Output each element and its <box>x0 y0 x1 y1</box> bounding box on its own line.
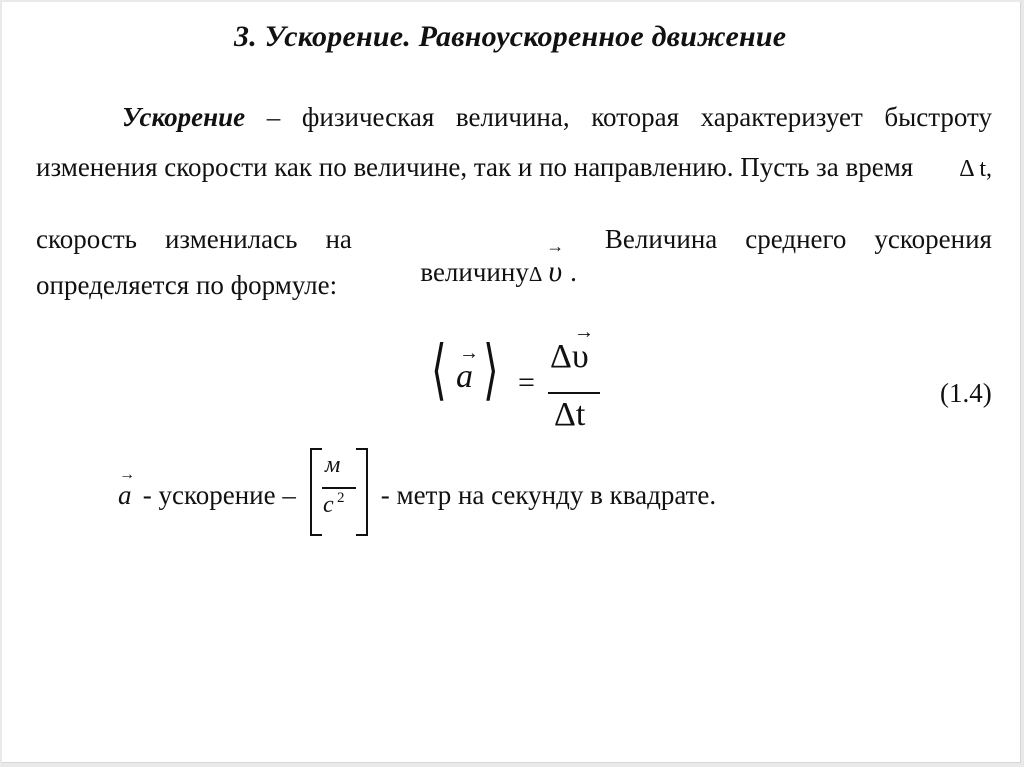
word: Величина <box>604 224 718 254</box>
velocity-vector: → υ <box>546 236 565 288</box>
word: изменилась <box>164 224 298 254</box>
word: на <box>325 224 352 254</box>
equation-number: (1.4) <box>940 378 992 408</box>
word: быстроту <box>884 102 992 132</box>
line-text: изменения скорости как по величине, так и по направлению. Пусть за время <box>36 152 914 182</box>
formula-denominator: Δt <box>554 396 586 433</box>
units-a: a <box>118 480 132 510</box>
vector-arrow-icon: → <box>119 466 135 483</box>
unit-second: с <box>323 492 334 518</box>
slide-title: 3. Ускорение. Равноускоренное движение <box>234 20 787 53</box>
word: скорость <box>36 224 137 254</box>
right-square-bracket <box>356 448 368 536</box>
delta-symbol: Δ <box>528 262 543 286</box>
word: среднего <box>745 224 847 254</box>
paragraph-line-2 <box>36 152 992 183</box>
delta-t: Δ t, <box>959 156 992 182</box>
vector-arrow-icon: → <box>546 236 565 256</box>
paragraph-line-4 <box>36 270 337 301</box>
paragraph-line-1 <box>122 102 992 133</box>
period: . <box>570 257 577 287</box>
vector-arrow-icon: → <box>574 321 594 343</box>
left-square-bracket <box>310 448 322 536</box>
word: – <box>266 102 281 132</box>
unit-fraction-bar <box>322 487 356 489</box>
vector-arrow-icon: → <box>459 342 479 364</box>
right-angle-bracket: ⟩ <box>483 334 499 407</box>
units-text-before: - ускорение – <box>136 480 296 510</box>
word: которая <box>591 102 679 132</box>
units-text-after: - метр на секунду в квадрате. <box>374 480 717 510</box>
formula-a: a <box>456 358 473 395</box>
word: величина, <box>455 102 570 132</box>
left-angle-bracket: ⟨ <box>431 334 447 407</box>
units-line <box>116 446 736 536</box>
formula-numerator: Δυ <box>550 338 589 375</box>
equals-sign: = <box>518 366 535 399</box>
unit-meter: м <box>325 452 341 478</box>
slide <box>2 2 1021 763</box>
acceleration-formula <box>431 320 594 433</box>
unit-power: 2 <box>337 490 345 506</box>
delta-v-group <box>380 224 577 320</box>
word: физическая <box>301 102 435 132</box>
word: величину <box>420 257 529 287</box>
word: ускорения <box>874 224 992 254</box>
fraction-bar <box>548 392 600 394</box>
word: характеризует <box>700 102 863 132</box>
term-acceleration: Ускорение <box>122 102 246 132</box>
line-text: определяется по формуле: <box>36 270 338 300</box>
